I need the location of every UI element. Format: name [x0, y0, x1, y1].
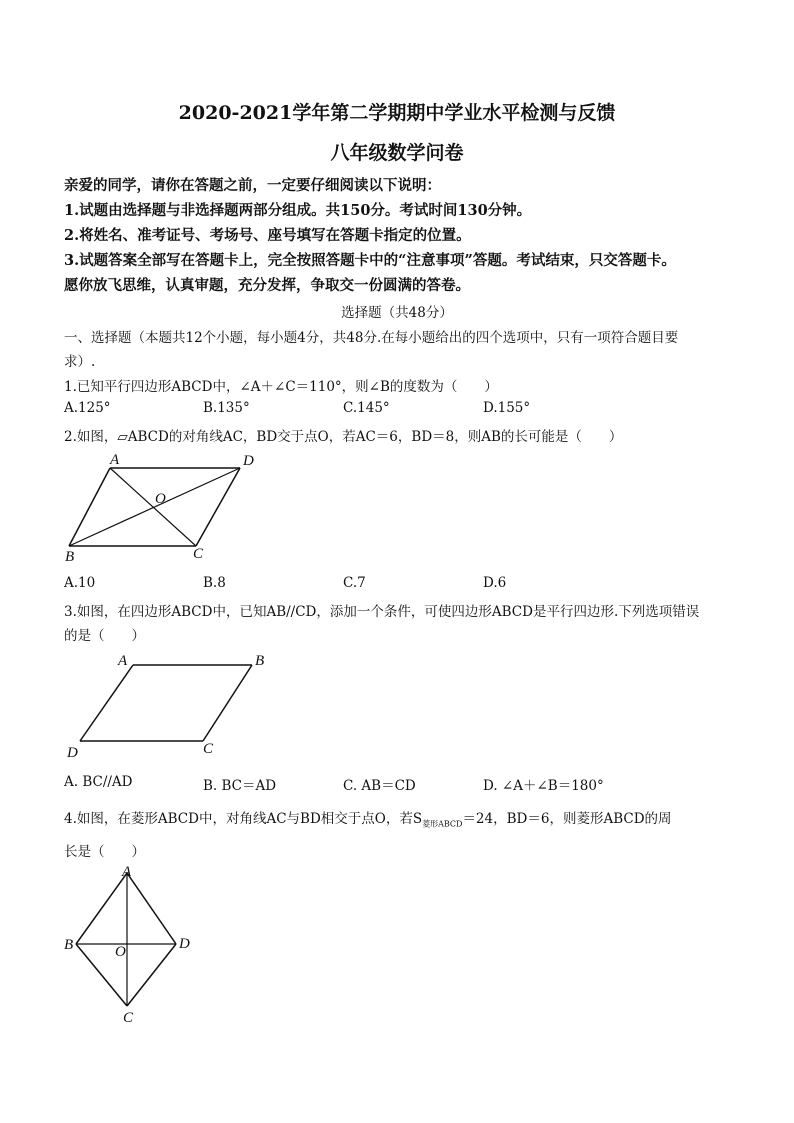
q2-label-d: D	[243, 453, 254, 469]
q1-option-a: A.125°	[64, 400, 111, 416]
question-4-stem-line-2: 长是（ ）	[64, 844, 145, 860]
q3-quadrilateral-figure	[60, 648, 290, 766]
instruction-item-2: 2.将姓名、准考证号、考场号、座号填写在答题卡指定的位置。	[64, 227, 471, 244]
q2-option-a: A.10	[64, 575, 96, 591]
section-intro-line-2: 求）.	[64, 354, 96, 370]
q2-label-c: C	[193, 546, 204, 562]
q3-option-a: A. BC//AD	[64, 774, 133, 790]
q4-rhombus-figure	[58, 860, 208, 1030]
question-4-stem-line-1	[64, 807, 672, 830]
q3-option-b: B. BC＝AD	[203, 778, 277, 794]
q2-option-c: C.7	[343, 575, 366, 591]
q2-option-d: D.6	[483, 575, 507, 591]
q3-label-d: D	[67, 745, 78, 761]
question-3-stem-line-2: 的是（ ）	[64, 628, 145, 644]
q3-label-a: A	[118, 653, 128, 669]
q4-label-c: C	[123, 1010, 134, 1026]
question-1-stem: 1.已知平行四边形ABCD中，∠A＋∠C＝110°，则∠B的度数为（ ）	[64, 379, 498, 395]
question-3-stem-line-1: 3.如图，在四边形ABCD中，已知AB//CD，添加一个条件，可使四边形ABCD是平行四边形.下列选项错误	[64, 604, 700, 620]
q4-label-b: B	[64, 937, 74, 953]
q3-option-c: C. AB＝CD	[343, 778, 416, 794]
q4-stem-part-2: ＝24，BD＝6，则菱形ABCD的周	[462, 811, 672, 827]
instructions-wish: 愿你放飞思维，认真审题，充分发挥，争取交一份圆满的答卷。	[64, 277, 470, 294]
q4-label-d: D	[179, 936, 190, 952]
q3-label-c: C	[203, 741, 214, 757]
q1-option-d: D.155°	[483, 400, 531, 416]
instruction-item-1: 1.试题由选择题与非选择题两部分组成。共150分。考试时间130分钟。	[64, 202, 532, 219]
q2-parallelogram-figure	[60, 450, 270, 570]
q2-option-b: B.8	[203, 575, 226, 591]
q1-option-c: C.145°	[343, 400, 390, 416]
instructions-intro: 亲爱的同学，请你在答题之前，一定要仔细阅读以下说明：	[64, 177, 441, 194]
exam-title: 2020-2021学年第二学期期中学业水平检测与反馈	[178, 102, 616, 124]
q2-label-a: A	[110, 452, 120, 468]
q3-label-b: B	[255, 653, 265, 669]
q2-label-b: B	[65, 549, 75, 565]
q4-label-o: O	[115, 944, 126, 960]
q4-area-subscript: 菱形ABCD	[422, 819, 463, 829]
q2-label-o: O	[155, 491, 166, 507]
question-2-stem: 2.如图，▱ABCD的对角线AC，BD交于点O，若AC＝6，BD＝8，则AB的长可能是（ ）	[64, 429, 623, 445]
section-heading: 选择题（共48分）	[341, 305, 453, 321]
q4-label-a: A	[122, 864, 132, 880]
q4-stem-part-1: 4.如图，在菱形ABCD中，对角线AC与BD相交于点O，若S	[64, 811, 423, 827]
instruction-item-3: 3.试题答案全部写在答题卡上，完全按照答题卡中的“注意事项”答题。考试结束，只交答题卡。	[64, 252, 676, 269]
exam-subtitle: 八年级数学问卷	[330, 142, 464, 164]
section-intro-line-1: 一、选择题（本题共12个小题，每小题4分，共48分.在每小题给出的四个选项中，只有一项符合题目要	[64, 330, 679, 346]
q3-option-d: D. ∠A＋∠B＝180°	[483, 778, 604, 794]
q1-option-b: B.135°	[203, 400, 250, 416]
